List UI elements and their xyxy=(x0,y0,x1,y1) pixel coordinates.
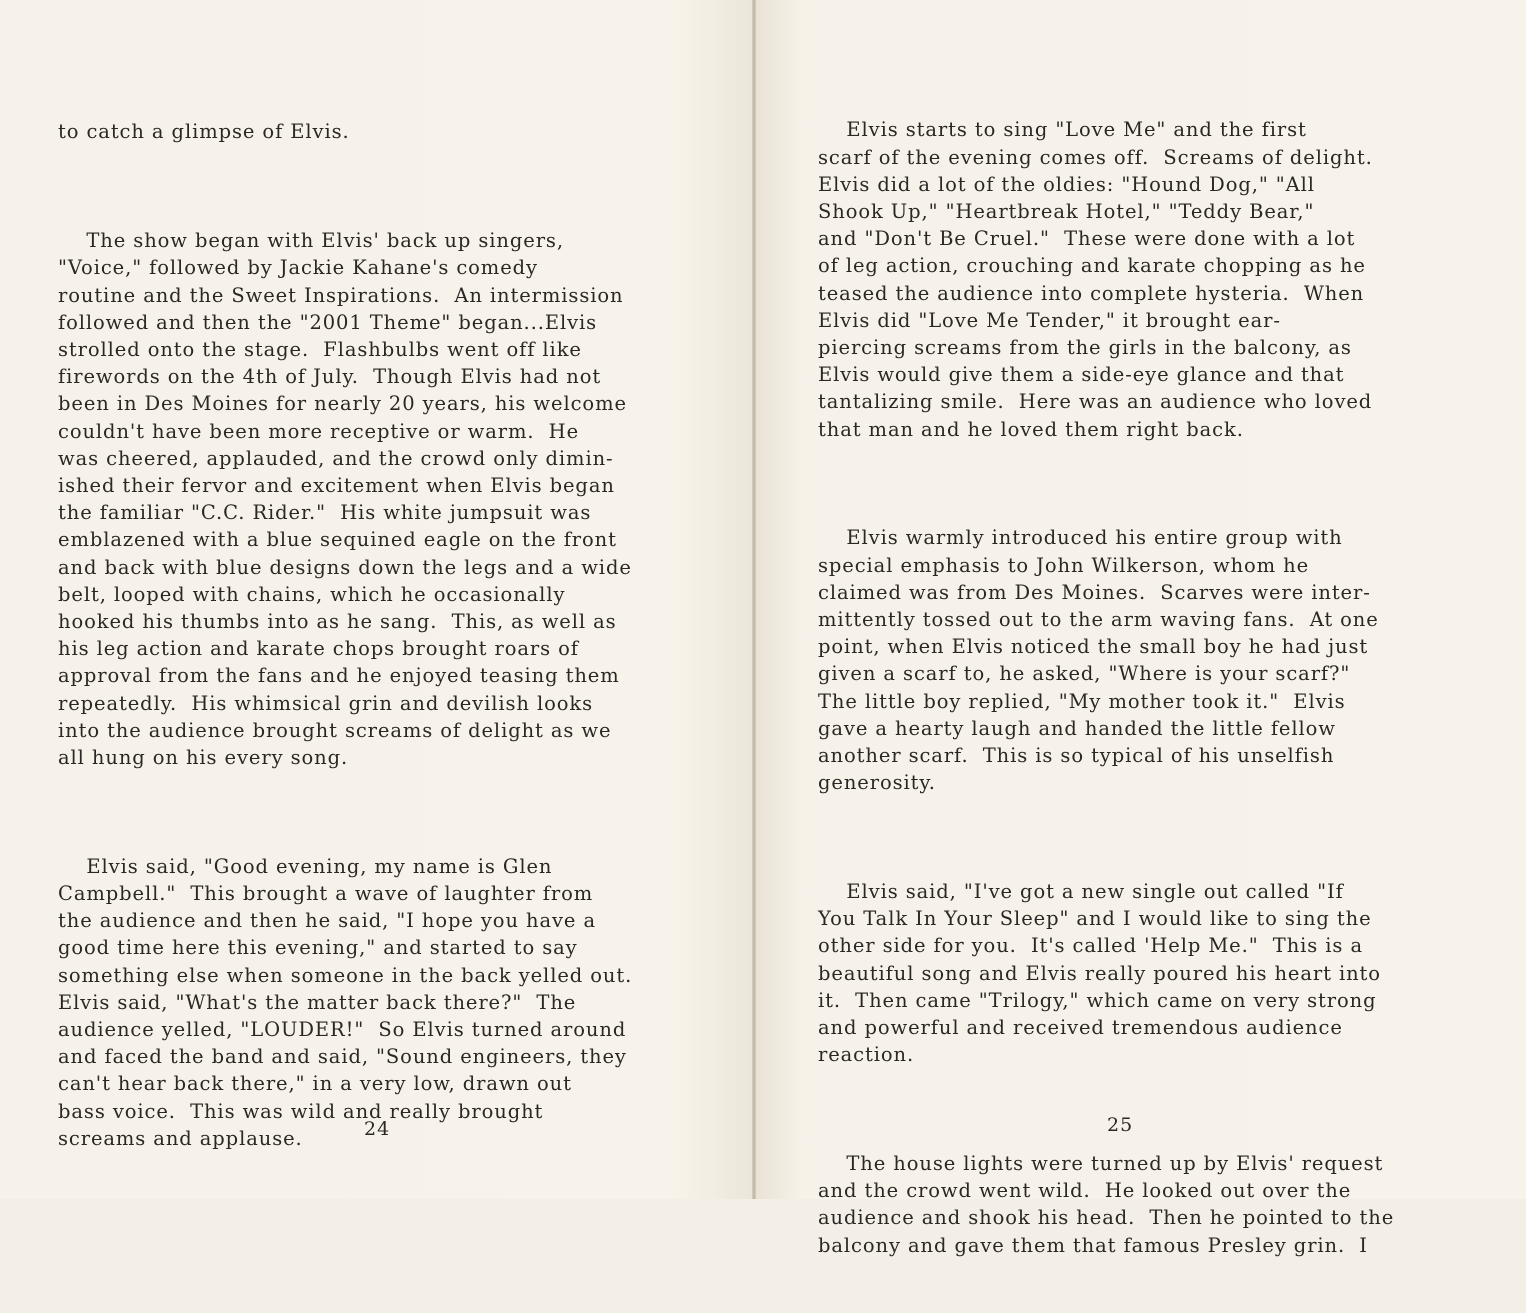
paragraph: Elvis starts to sing "Love Me" and the first scarf of the evening comes off. Screams of delight. Elvis did a lot of the oldies: "Hound Dog," "All Shook Up," "Heartbreak Hotel," "Teddy Bear," and "Don't Be Cruel." These were done with a lot of leg action, crouching and karate chopping as he teased the audience into complete hysteria. When Elvis did "Love Me Tender," it brought ear- piercing screams from the girls in the balcony, as Elvis would give them a side-eye glance and that tantalizing smile. Here was an audience who loved that man and he loved them right back. xyxy=(818,118,1373,441)
right-page xyxy=(756,0,1526,1257)
paragraph: The show began with Elvis' back up singers, "Voice," followed by Jackie Kahane's comedy routine and the Sweet Inspirations. An intermission followed and then the "2001 Theme" began...Elvis strolled onto the stage. Flashbulbs went off like firewords on the 4th of July. Though Elvis had not been in Des Moines for nearly 20 years, his welcome couldn't have been more receptive or warm. He was cheered, applauded, and the crowd only dimin- ished their fervor and excitement when Elvis began the familiar "C.C. Rider." His white jumpsuit was emblazened with a blue sequined eagle on the front and back with blue designs down the legs and a wide belt, looped with chains, which he occasionally hooked his thumbs into as he sang. This, as well as his leg action and karate chops brought roars of approval from the fans and he enjoyed teasing them repeatedly. His whimsical grin and devilish looks into the audience brought screams of delight as we all hung on his every song. xyxy=(58,229,632,770)
paragraph: Elvis said, "Good evening, my name is Glen Campbell." This brought a wave of laughter from the audience and then he said, "I hope you have a good time here this evening," and started to say something else when someone in the back yelled out. Elvis said, "What's the matter back there?" The audience yelled, "LOUDER!" So Elvis turned around and faced the band and said, "Sound engineers, they can't hear back there," in a very low, drawn out bass voice. This was wild and really brought screams and applause. xyxy=(58,854,633,1150)
left-page xyxy=(0,0,753,1199)
left-page-text xyxy=(58,64,632,1207)
paragraph: Elvis said, "I've got a new single out called "If You Talk In Your Sleep" and I would like to sing the other side for you. It's called 'Help Me." This is a beautiful song and Elvis really poured his heart into it. Then came "Trilogy," which came on very strong and powerful and received tremendous audience reaction. xyxy=(818,880,1381,1067)
page-number: 25 xyxy=(1107,1114,1134,1136)
paragraph: to catch a glimpse of Elvis. xyxy=(58,120,350,144)
paragraph: Elvis warmly introduced his entire group with special emphasis to John Wilkerson, whom he claimed was from Des Moines. Scarves were inter- mittently tossed out to the arm waving fans. At one point, when Elvis noticed the small boy he had just given a scarf to, he asked, "Where is your scarf?" The little boy replied, "My mother took it." Elvis gave a hearty laugh and handed the little fellow another scarf. This is so typical of his unselfish generosity. xyxy=(818,526,1379,795)
page-number: 24 xyxy=(364,1118,391,1140)
paragraph: The house lights were turned up by Elvis' request and the crowd went wild. He looked out over the audience and shook his head. Then he pointed to the balcony and gave them that famous Presley grin. I xyxy=(818,1152,1395,1257)
